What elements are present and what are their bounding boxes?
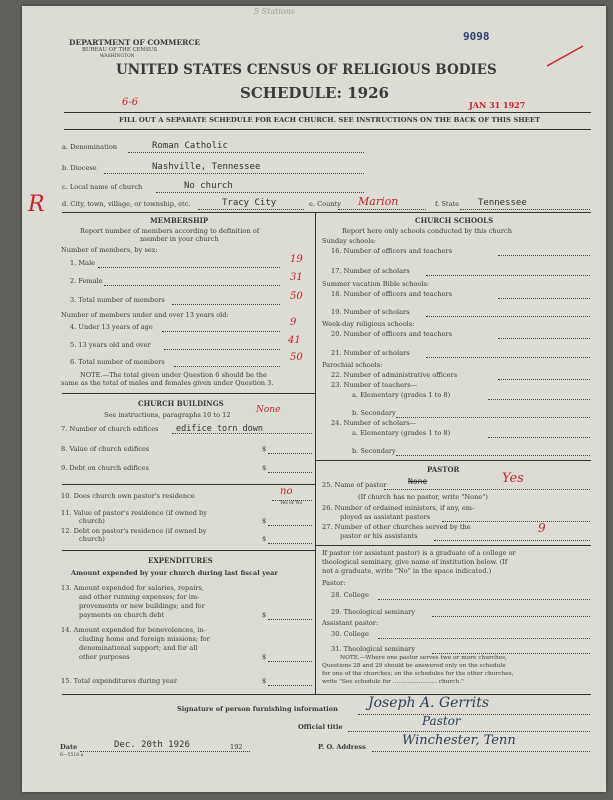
q25-struck-value: None <box>408 477 428 486</box>
male-label: 1. Male <box>70 259 96 267</box>
over-13-value[interactable]: 41 <box>288 335 301 346</box>
pastor-note-2: Questions 28 and 29 should be answered only on the schedule <box>322 663 506 669</box>
po-address-value[interactable]: Winchester, Tenn <box>402 733 516 748</box>
q29-label: 29. Theological seminary <box>331 608 416 616</box>
total-by-age-line <box>174 366 280 367</box>
q12-currency: $ <box>262 535 267 543</box>
q27-line <box>434 540 590 541</box>
q14-line-4: other purposes <box>79 653 130 661</box>
state-line <box>460 209 590 210</box>
q19-label: 19. Number of scholars <box>331 308 410 316</box>
q26-line <box>442 521 590 522</box>
q13-line-1: 13. Amount expended for salaries, repairs, <box>61 584 204 592</box>
pastor-note-4: write "See schedule for ........................ church." <box>322 679 464 685</box>
q13-line-2: and other running expenses; for im- <box>79 593 200 601</box>
q8-line <box>268 453 312 454</box>
assistant-pastor-label: Assistant pastor: <box>322 619 379 627</box>
q23-secondary-line <box>396 417 590 418</box>
q9-label: 9. Debt on church edifices <box>61 464 149 472</box>
female-label: 2. Female <box>70 277 103 285</box>
q12-label-2: church) <box>79 535 105 543</box>
schools-heading: CHURCH SCHOOLS <box>415 216 494 225</box>
q24-elementary-label: a. Elementary (grades 1 to 8) <box>352 429 451 437</box>
q11-label-1: 11. Value of pastor's residence (if owned by <box>61 509 207 517</box>
signature-value[interactable]: Joseph A. Gerrits <box>368 695 490 711</box>
buildings-handwritten-note: None <box>256 405 281 415</box>
serial-number: 9098 <box>463 30 490 43</box>
q24-secondary-label: b. Secondary <box>352 447 396 455</box>
red-check-mark <box>545 44 585 70</box>
local-name-label: c. Local name of church <box>62 183 143 191</box>
q13-line-4: payments on church debt <box>79 611 165 619</box>
graduate-text-1: If pastor (or assistant pastor) is a graduate of a college or <box>322 549 516 557</box>
footer-rule <box>62 694 591 695</box>
under-13-value[interactable]: 9 <box>290 317 297 328</box>
female-value[interactable]: 31 <box>290 272 303 283</box>
membership-note-2: same as the total of males and females given under Question 3. <box>61 379 274 387</box>
city-line <box>198 209 304 210</box>
q10-note: Yes or No <box>280 501 303 506</box>
pastor-rule <box>315 460 591 461</box>
q15-line <box>268 685 312 686</box>
header-rule-2 <box>64 129 591 130</box>
form-number: 6—5518 a <box>60 753 84 758</box>
signature-line <box>358 714 590 715</box>
q25-label: 25. Name of pastor <box>322 481 387 489</box>
diocese-label: b. Diocese <box>62 164 97 172</box>
q26-label-2: ployed as assistant pastors <box>340 513 431 521</box>
denomination-line <box>128 152 364 153</box>
total-by-age-label: 6. Total number of members <box>70 358 165 366</box>
q14-line-3: denominational support; and for all <box>79 644 198 652</box>
membership-heading: MEMBERSHIP <box>150 216 209 225</box>
census-schedule-sheet <box>22 6 606 792</box>
age-heading: Number of members under and over 13 years old: <box>61 311 229 319</box>
q27-value[interactable]: 9 <box>538 521 546 535</box>
signature-label: Signature of person furnishing information <box>177 705 338 713</box>
city-label: WASHINGTON <box>100 54 135 59</box>
pastor-heading: PASTOR <box>427 465 460 474</box>
official-title-value[interactable]: Pastor <box>422 714 461 728</box>
graduate-rule <box>315 545 591 546</box>
q23-elementary-label: a. Elementary (grades 1 to 8) <box>352 391 451 399</box>
parochial-label: Parochial schools: <box>322 361 383 369</box>
q15-label: 15. Total expenditures during year <box>61 677 177 685</box>
q26-label-1: 26. Number of ordained ministers, if any, em- <box>322 504 475 512</box>
q29-line <box>432 616 590 617</box>
q9-currency: $ <box>262 464 267 472</box>
q24-secondary-line <box>396 455 590 456</box>
q22-label: 22. Number of administrative officers <box>331 371 458 379</box>
q7-label: 7. Number of church edifices <box>61 425 159 433</box>
official-title-line <box>348 731 590 732</box>
expenditures-rule <box>62 550 315 551</box>
q15-currency: $ <box>262 677 267 685</box>
diocese-value[interactable]: Nashville, Tennessee <box>152 162 261 172</box>
pastor-note-1: NOTE.—Where one pastor serves two or more churches, <box>340 655 507 661</box>
denomination-value[interactable]: Roman Catholic <box>152 141 228 151</box>
male-line <box>98 267 280 268</box>
received-stamp: JAN 31 1927 <box>469 100 526 110</box>
q31-line <box>432 653 590 654</box>
state-label: f. State <box>435 200 460 208</box>
q10-value[interactable]: no <box>280 486 293 497</box>
q8-label: 8. Value of church edifices <box>61 445 150 453</box>
summer-label: Summer vacation Bible schools: <box>322 280 430 288</box>
q25-note: (If church has no pastor, write "None") <box>358 493 488 501</box>
q8-currency: $ <box>262 445 267 453</box>
pastor-note-3: for one of the churches; on the schedules for the other churches, <box>322 671 514 677</box>
q9-rule <box>62 484 315 485</box>
membership-note-1: NOTE.—The total given under Question 6 should be the <box>80 371 267 379</box>
q14-line-1: 14. Amount expended for benevolences, in- <box>61 626 206 634</box>
graduate-text-2: theological seminary, give name of institution below. (If <box>322 558 508 566</box>
bureau-label: BUREAU OF THE CENSUS <box>82 47 158 53</box>
q23-label: 23. Number of teachers— <box>331 381 418 389</box>
q27-label-1: 27. Number of other churches served by the <box>322 523 471 531</box>
form-title: UNITED STATES CENSUS OF RELIGIOUS BODIES <box>116 62 497 78</box>
po-address-label: P. O. Address <box>318 743 366 751</box>
state-value[interactable]: Tennessee <box>478 198 527 208</box>
q24-elementary-line <box>488 437 590 438</box>
city-value[interactable]: Tracy City <box>222 198 277 208</box>
q23-elementary-line <box>488 399 590 400</box>
local-name-value[interactable]: No church <box>184 181 233 191</box>
q14-line <box>268 661 312 662</box>
date-line <box>80 751 250 752</box>
sunday-label: Sunday schools: <box>322 237 376 245</box>
q7-value[interactable]: edifice torn down <box>176 424 263 434</box>
under-13-label: 4. Under 13 years of age <box>70 323 153 331</box>
q20-line <box>498 338 590 339</box>
instruction-line: FILL OUT A SEPARATE SCHEDULE FOR EACH CHURCH. SEE INSTRUCTIONS ON THE BACK OF THIS SHEET <box>119 116 541 124</box>
expenditures-heading: EXPENDITURES <box>148 556 213 565</box>
total-members-label: 3. Total number of members <box>70 296 165 304</box>
under-13-line <box>162 331 280 332</box>
buildings-heading: CHURCH BUILDINGS <box>138 399 224 408</box>
q17-line <box>426 275 590 276</box>
q16-label: 16. Number of officers and teachers <box>331 247 453 255</box>
schools-sub: Report here only schools conducted by this church <box>342 227 512 235</box>
q13-currency: $ <box>262 611 267 619</box>
county-label: e. County <box>309 200 341 208</box>
q30-line <box>378 638 590 639</box>
q13-line <box>268 619 312 620</box>
po-address-line <box>372 751 590 752</box>
q12-line <box>268 543 312 544</box>
q21-label: 21. Number of scholars <box>331 349 410 357</box>
q18-label: 18. Number of officers and teachers <box>331 290 453 298</box>
q31-label: 31. Theological seminary <box>331 645 416 653</box>
buildings-sub: See instructions, paragraphs 10 to 12 <box>104 411 231 419</box>
over-13-label: 5. 13 years old and over <box>70 341 151 349</box>
q28-line <box>378 599 590 600</box>
code-note: 6-6 <box>122 97 139 108</box>
header-rule <box>64 112 591 113</box>
total-by-age-value[interactable]: 50 <box>290 352 303 363</box>
female-line <box>104 285 280 286</box>
denomination-label: a. Denomination <box>62 143 118 151</box>
q28-label: 28. College <box>331 591 369 599</box>
diocese-line <box>104 173 364 174</box>
pencil-note: 5 Stations <box>254 7 295 16</box>
male-value[interactable]: 19 <box>290 254 303 265</box>
weekday-label: Week-day religious schools: <box>322 320 415 328</box>
department-label: DEPARTMENT OF COMMERCE <box>69 38 201 47</box>
schedule-title: SCHEDULE: 1926 <box>240 84 389 102</box>
q11-currency: $ <box>262 517 267 525</box>
membership-intro-2: member in your church <box>140 235 219 243</box>
q30-label: 30. College <box>331 630 369 638</box>
county-line <box>338 209 426 210</box>
q9-line <box>268 472 312 473</box>
q11-label-2: church) <box>79 517 105 525</box>
city-label: d. City, town, village, or township, etc. <box>62 200 191 208</box>
q14-currency: $ <box>262 653 267 661</box>
q22-line <box>498 379 590 380</box>
q25-value[interactable]: Yes <box>502 471 524 486</box>
by-sex-label: Number of members, by sex: <box>61 246 158 254</box>
margin-mark: R <box>28 192 45 217</box>
pastor-sub-label: Pastor: <box>322 579 346 587</box>
q21-line <box>426 357 590 358</box>
q19-line <box>426 316 590 317</box>
q23-secondary-label: b. Secondary <box>352 409 396 417</box>
q11-line <box>268 525 312 526</box>
column-divider <box>315 212 316 694</box>
expenditures-sub: Amount expended by your church during last fiscal year <box>71 569 278 577</box>
year-suffix: 192 <box>230 743 243 751</box>
official-title-label: Official title <box>298 723 343 731</box>
q24-label: 24. Number of scholars— <box>331 419 417 427</box>
membership-intro-1: Report number of members according to definition of <box>80 227 260 235</box>
q10-label: 10. Does church own pastor's residence <box>61 492 195 500</box>
q20-label: 20. Number of officers and teachers <box>331 330 453 338</box>
section-top-rule <box>62 212 591 213</box>
total-members-line <box>172 304 280 305</box>
buildings-rule <box>62 393 315 394</box>
graduate-text-3: not a graduate, write "No" in the space indicated.) <box>322 567 492 575</box>
q25-line <box>384 489 590 490</box>
local-name-line <box>156 192 364 193</box>
q18-line <box>498 298 590 299</box>
over-13-line <box>164 349 280 350</box>
q16-line <box>498 255 590 256</box>
q27-label-2: pastor or his assistants <box>340 532 418 540</box>
date-label: Date <box>60 743 78 751</box>
q17-label: 17. Number of scholars <box>331 267 410 275</box>
total-members-value[interactable]: 50 <box>290 291 303 302</box>
date-value[interactable]: Dec. 20th 1926 <box>114 740 190 750</box>
county-value[interactable]: Marion <box>358 195 399 208</box>
q13-line-3: provements or new buildings; and for <box>79 602 205 610</box>
q14-line-2: cluding home and foreign missions; for <box>79 635 210 643</box>
q12-label-1: 12. Debt on pastor's residence (if owned by <box>61 527 207 535</box>
